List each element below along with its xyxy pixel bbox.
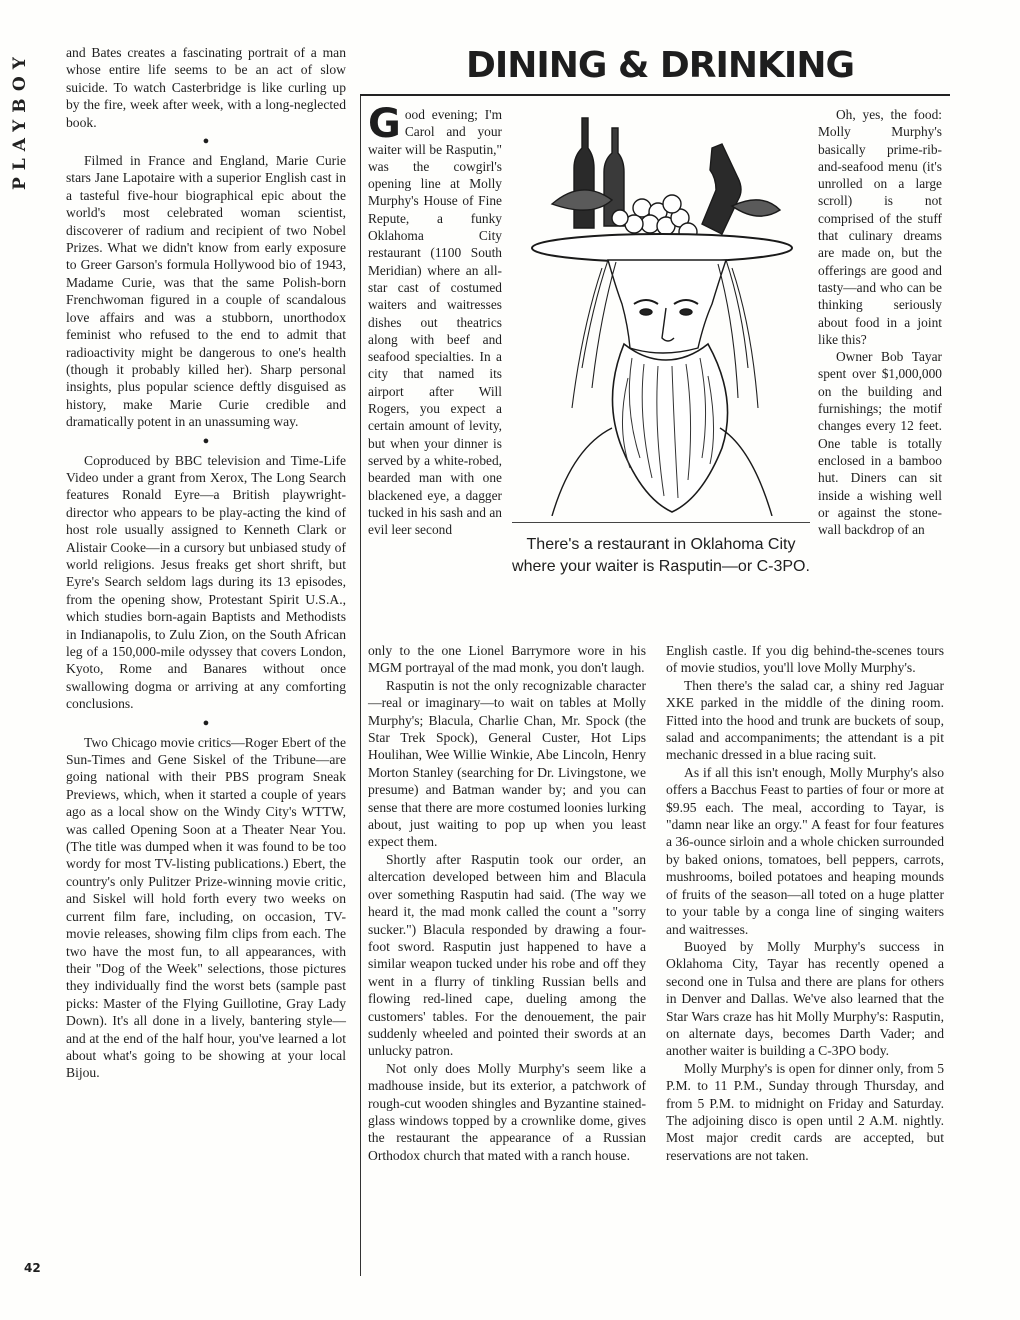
bullet-separator: ● <box>202 135 210 148</box>
right-paragraph: As if all this isn't enough, Molly Murphy's also offers a Bacchus Feast to parties of four or more at $9.95 each. The meal, according to Tayar, is "damn near like an orgy." A feast for four features a 36-ounce sirloin and a whole chicken surrounded by baked onions, tomatoes, bell peppers, carrots, mushrooms, boiled potatoes and heaping mounds of fruits of the season—all toted on a huge platter to your table by a conga line of singing waiters and waitresses. <box>666 764 944 937</box>
bearded-man-with-bottles-icon <box>512 108 810 516</box>
middle-paragraph: Rasputin is not the only recognizable character—real or imaginary—to wait on tables at Molly Murphy's; Blacula, Charlie Chan, Mr. Spock (the Star Trek Spock), General Custer, Hot Lips Houlihan, Wee Willie Winkie, Abe Lincoln, Henry Morton Stanley (searching for Dr. Livingstone, we presume) and Batman wander by; and you can sense that there are more costumed loonies lurking about, just waiting to pop up when you least expect them. <box>368 677 646 850</box>
right-column-bottom <box>666 642 944 1164</box>
right-paragraph: English castle. If you dig behind-the-scenes tours of movie studios, you'll love Molly Murphy's. <box>666 643 944 676</box>
title-rule <box>360 94 950 96</box>
right-paragraph: Oh, yes, the food: Molly Murphy's basically prime-rib-and-seafood menu (it's unrolled on a large scroll) is not comprised of the stuff that culinary dreams are made on, but the offerings are good and tasty—and who can be thinking seriously about food in a joint like this? <box>818 107 942 347</box>
middle-column-bottom <box>368 642 646 1164</box>
left-column <box>66 44 346 1082</box>
right-paragraph: Owner Bob Tayar spent over $1,000,000 on the building and furnishings; the motif changes every 12 feet. One table is totally enclosed in a bamboo hut. Diners can sit inside a wishing well or against the stone-wall backdrop of an <box>818 349 942 538</box>
left-paragraph: Coproduced by BBC television and Time-Life Video under a grant from Xerox, The Long Search features Ronald Eyre—a British playwright-director who appears to be play-acting the kind of host role usually assigned to Kenneth Clark or Alistair Cooke—in a cursory but unbiased study of world religions. Jesus freaks get short shrift, but Eyre's Search seldom lags during its 13 episodes, from the opening show, Protestant Spirit U.S.A., which studies born-again Baptists and Methodists in Indianapolis, to Zulu Zion, on the South African leg of a 150,000-mile odyssey that covers London, Kyoto, Rome and Banares without once swallowing dogma or arriving at any comforting conclusions. <box>66 452 346 712</box>
right-paragraph: Buoyed by Molly Murphy's success in Oklahoma City, Tayar has recently opened a second one in Tulsa and there are plans for others in Denver and Dallas. We've also learned that the Star Wars craze has hit Molly Murphy's: Rasputin, on alternate days, becomes Darth Vader; and another waiter is building a C-3PO body. <box>666 938 944 1059</box>
illustration-caption: There's a restaurant in Oklahoma City where your waiter is Rasputin—or C-3PO. <box>512 536 810 575</box>
right-column-top <box>818 106 942 538</box>
left-paragraph: Filmed in France and England, Marie Curie stars Jane Lapotaire with a superior English cast in a tasteful five-hour biographical epic about the world's most celebrated woman scientist, discoverer of radium and recipient of two Nobel Prizes. What we didn't know from early exposure to Greer Garson's formula Hollywood bio of 1943, Madame Curie, was that the same Polish-born Frenchwoman figured in a couple of scandalous love affairs and was a stubborn, unorthodox feminist who refused to the end to admit that radioactivity might be dangerous to one's health (though it probably killed her). Sharp personal insights, plus popular science deftly disguised as history, make Marie Curie credible and dramatically potent in an unassuming way. <box>66 153 346 430</box>
middle-column-top <box>368 101 502 538</box>
left-paragraph: and Bates creates a fascinating portrait of a man whose entire life seems to be an act of slow suicide. To watch Casterbridge is like curling up by the fire, week after week, with a long-neglected book. <box>66 45 346 130</box>
column-divider <box>360 96 361 1276</box>
middle-opening-text: ood evening; I'm Carol and your waiter will be Rasputin," was the cowgirl's opening line at Molly Murphy's House of Fine Repute, a funky Oklahoma City restaurant (1100 South Meridian) where an all-star cast of costumed waiters and waitresses dishes out theatrics along with beef and seafood specialties. In a city that named its airport after Will Rogers, you expect a certain amount of levity, but when your dinner is served by a white-robed, bearded man with one blackened eye, a dagger tucked in his sash and an evil leer second <box>368 107 502 538</box>
bullet-separator: ● <box>202 716 210 729</box>
middle-paragraph: only to the one Lionel Barrymore wore in his MGM portrayal of the mad monk, you don't laugh. <box>368 643 646 676</box>
caption-rule <box>512 522 810 523</box>
magazine-name: PLAYBOY <box>10 50 30 190</box>
middle-paragraph: Not only does Molly Murphy's seem like a madhouse inside, but its exterior, a patchwork of rough-cut wooden shingles and Byzantine stained-glass windows topped by a crownlike dome, gives the restaurant the appearance of a Russian Orthodox church that mated with a ranch house. <box>368 1060 646 1163</box>
bullet-separator: ● <box>202 434 210 447</box>
middle-paragraph <box>368 101 502 538</box>
page-number: 42 <box>24 1261 41 1275</box>
drop-cap: G <box>368 101 401 147</box>
left-paragraph: Two Chicago movie critics—Roger Ebert of the Sun-Times and Gene Siskel of the Tribune—are going national with their PBS program Sneak Previews, which, when it started a couple of years ago as a local show on the Windy City's WTTW, was called Opening Soon at a Theater Near You. (The title was dumped when it was found to be too wordy for most TV-listing publications.) Ebert, the country's only Pulitzer Prize-winning movie critic, and Siskel will hold forth every two weeks on current film fare, including, on occasion, TV-movie releases, showing film clips from each. The two have the most fun, to all appearances, with their "Dog of the Week" selections, those pictures they individually find the worst bets (sample past picks: Master of the Flying Guillotine, Gray Lady Down). It's all done in a lively, bantering style—and at the end of the half hour, you've learned a lot about what's going to be showing at your local Bijou. <box>66 734 346 1081</box>
rasputin-illustration <box>512 108 810 516</box>
right-paragraph: Then there's the salad car, a shiny red Jaguar XKE parked in the middle of the dining room. Fitted into the hood and trunk are buckets of soup, salad and accompaniments; the attendant is a pit mechanic dressed in a blue racing suit. <box>666 677 944 763</box>
section-title: DINING & DRINKING <box>465 45 855 86</box>
middle-paragraph: Shortly after Rasputin took our order, an altercation developed between him and Blacula over something Rasputin had said. (The way we heard it, the mad monk called the count a "sorry sucker.") Blacula responded by drawing a four-foot sword. Rasputin just happened to have a similar weapon tucked under his robe and off they went in a flurry of tinkling Russian bells and flowing red-lined cape, dueling among the customers' tables. For the denouement, the pair suddenly wheeled and pointed their swords at an unlucky patron. <box>368 851 646 1059</box>
right-paragraph: Molly Murphy's is open for dinner only, from 5 P.M. to 11 P.M., Sunday through Thursday, and from 5 P.M. to midnight on Friday and Saturday. The adjoining disco is open until 2 A.M. nightly. Most major credit cards are accepted, but reservations are not taken. <box>666 1060 944 1163</box>
